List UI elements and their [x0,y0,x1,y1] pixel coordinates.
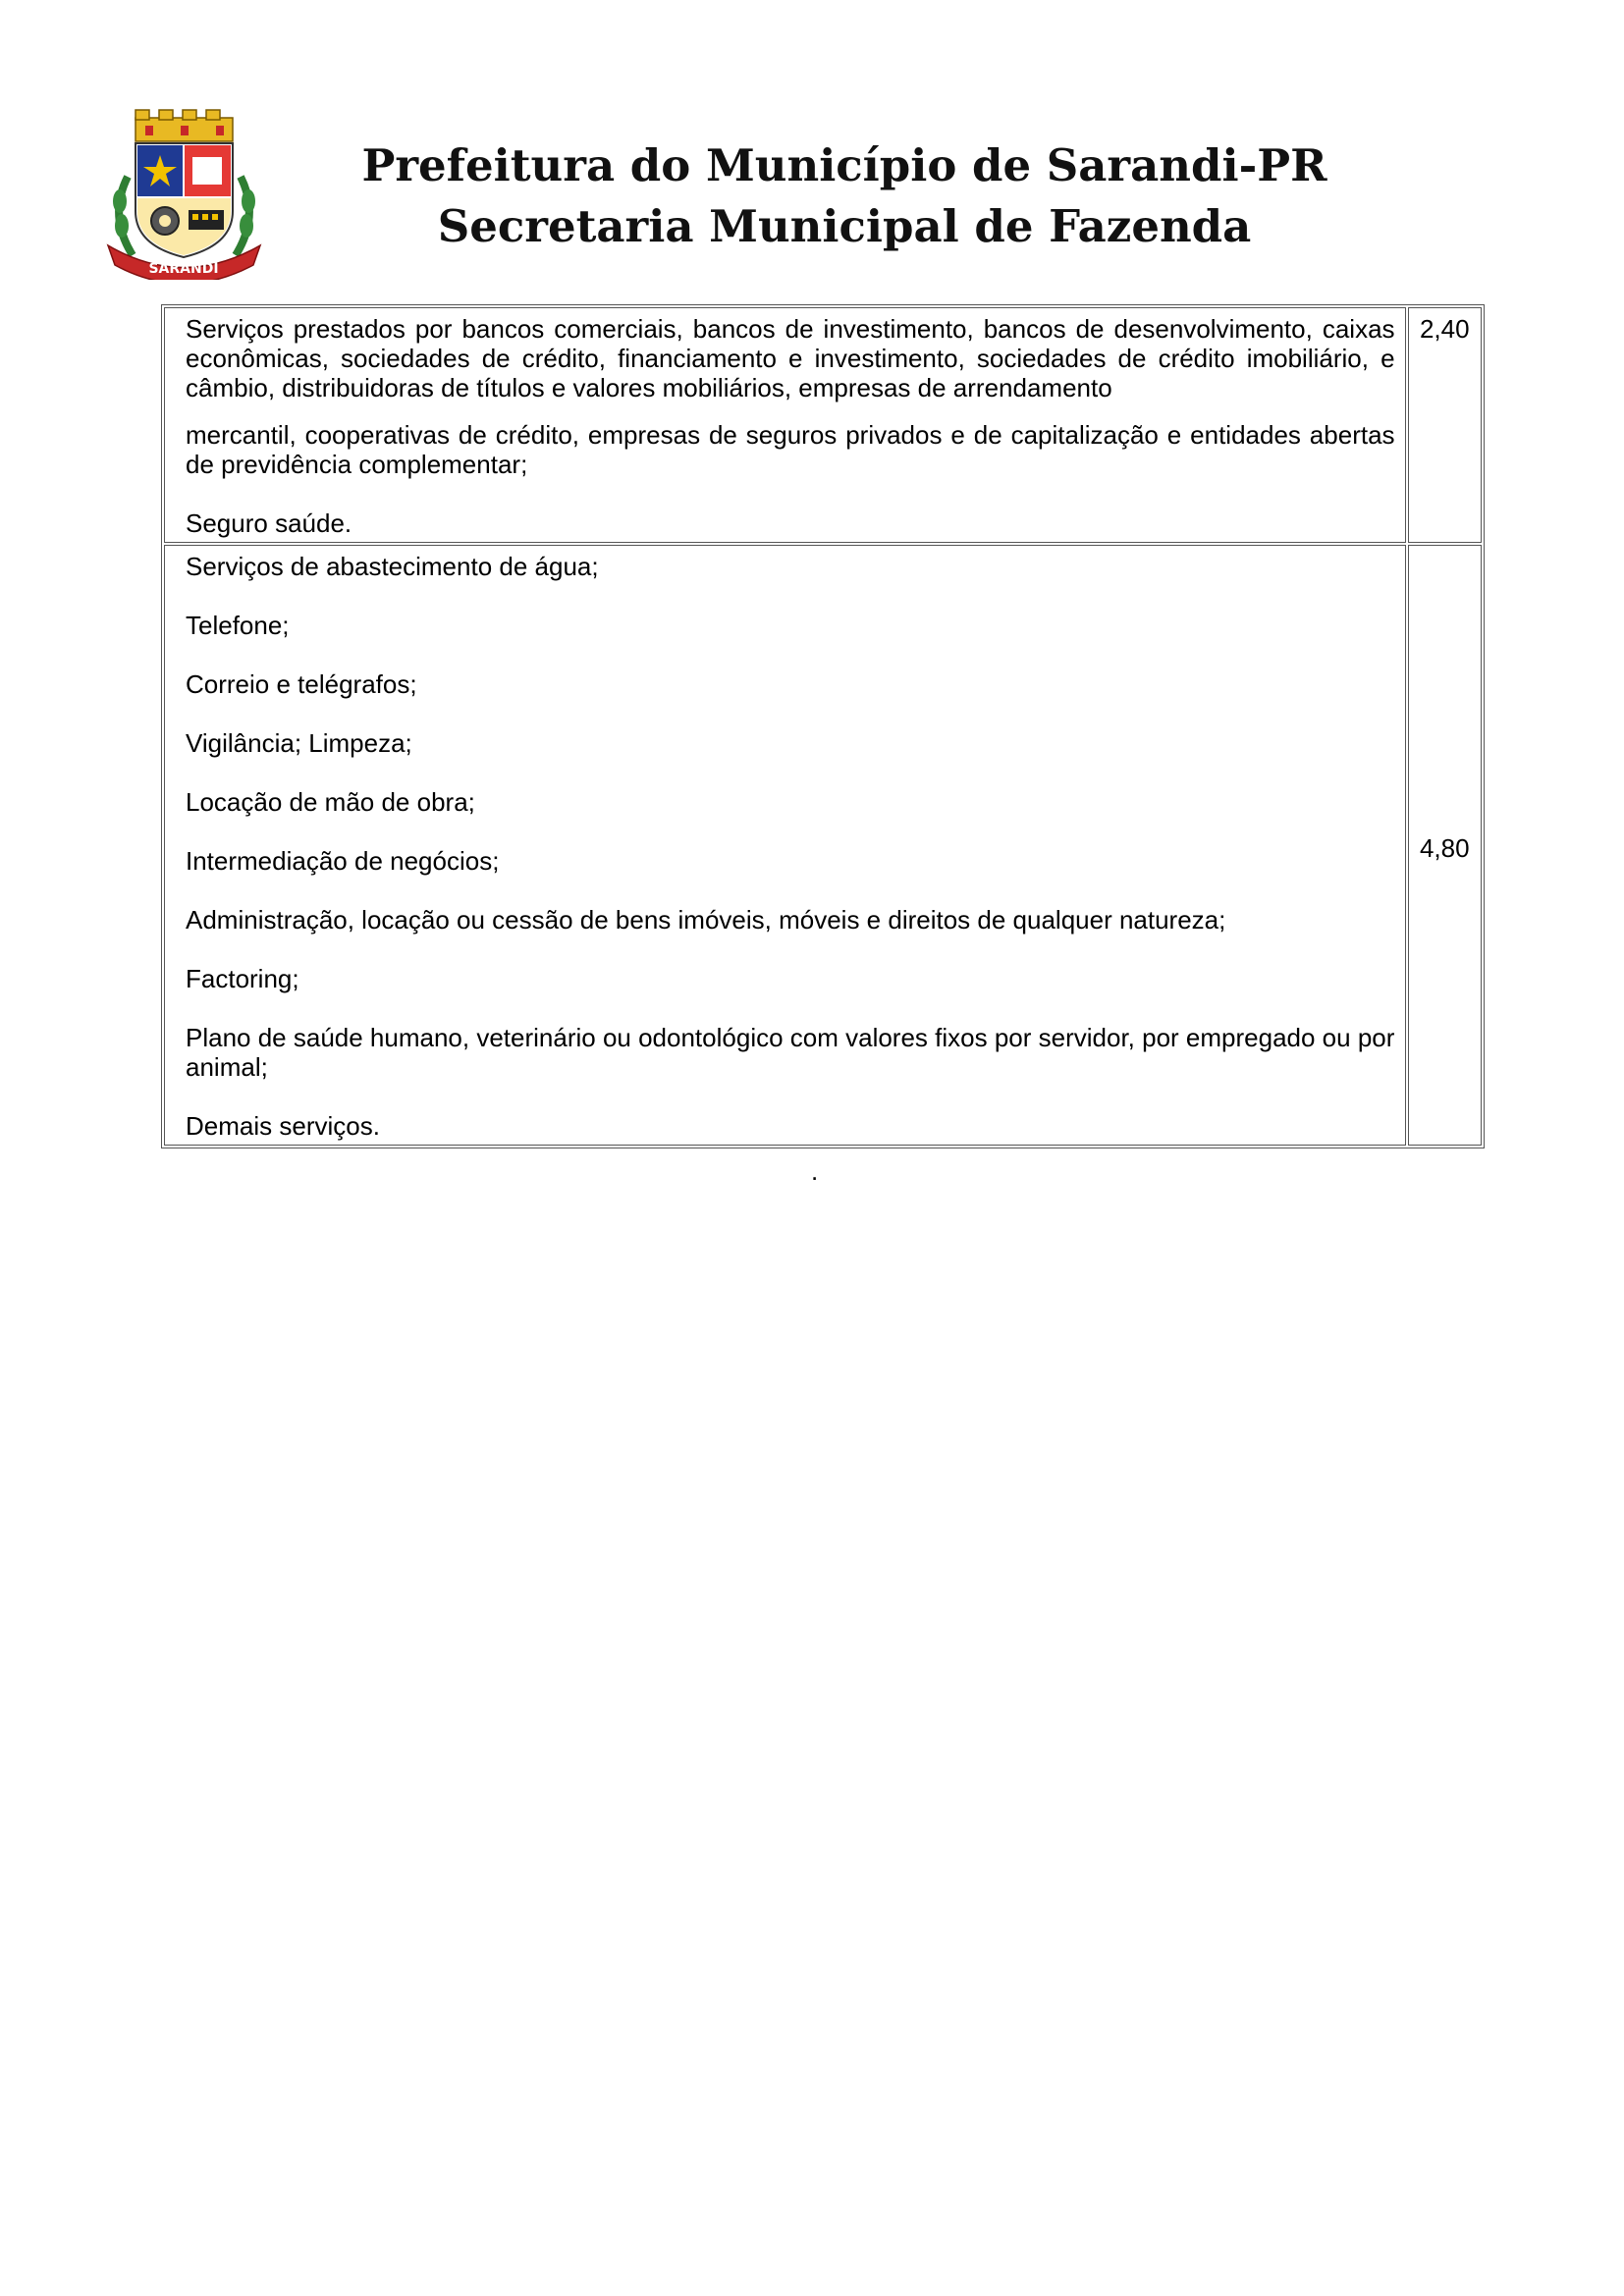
services-description-cell [164,307,1406,543]
table-row [164,545,1482,1146]
department-title: Secretaria Municipal de Fazenda [437,200,1252,252]
page-header [0,0,1624,294]
service-paragraph: Locação de mão de obra; [186,787,475,817]
service-paragraph: Serviços de abastecimento de água; [186,552,599,581]
service-paragraph: Vigilância; Limpeza; [186,728,412,758]
header-title-block [314,135,1375,257]
service-paragraph: Telefone; [186,611,290,640]
service-paragraph: Serviços prestados por bancos comerciais, bancos de investimento, bancos de desenvolvimento, caixas econômicas, sociedades de crédito, financiamento e investimento, sociedades de crédito imobiliário, e câmbio, distribuidoras de títulos e valores mobiliários, empresas de arrendamento [186,314,1395,402]
rate-value-cell: 2,40 [1408,307,1482,543]
table-row [164,307,1482,543]
crest-ribbon-text: SARANDI [148,261,219,277]
tax-rate-table [161,304,1485,1148]
service-paragraph: mercantil, cooperativas de crédito, empresas de seguros privados e de capitalização e entidades abertas de previdência complementar; [186,420,1395,479]
service-paragraph: Correio e telégrafos; [186,669,417,699]
service-paragraph: Factoring; [186,964,299,993]
service-paragraph: Demais serviços. [186,1111,380,1141]
service-paragraph: Plano de saúde humano, veterinário ou odontológico com valores fixos por servidor, por empregado ou por animal; [186,1023,1395,1082]
trailing-mark: . [811,1156,819,1186]
service-paragraph: Intermediação de negócios; [186,846,500,876]
rate-value-cell: 4,80 [1408,545,1482,1146]
municipal-coat-of-arms-icon [98,108,270,280]
service-paragraph: Administração, locação ou cessão de bens imóveis, móveis e direitos de qualquer natureza; [186,905,1226,934]
service-paragraph: Seguro saúde. [186,508,352,538]
municipality-title: Prefeitura do Município de Sarandi-PR [361,139,1327,191]
services-description-cell [164,545,1406,1146]
